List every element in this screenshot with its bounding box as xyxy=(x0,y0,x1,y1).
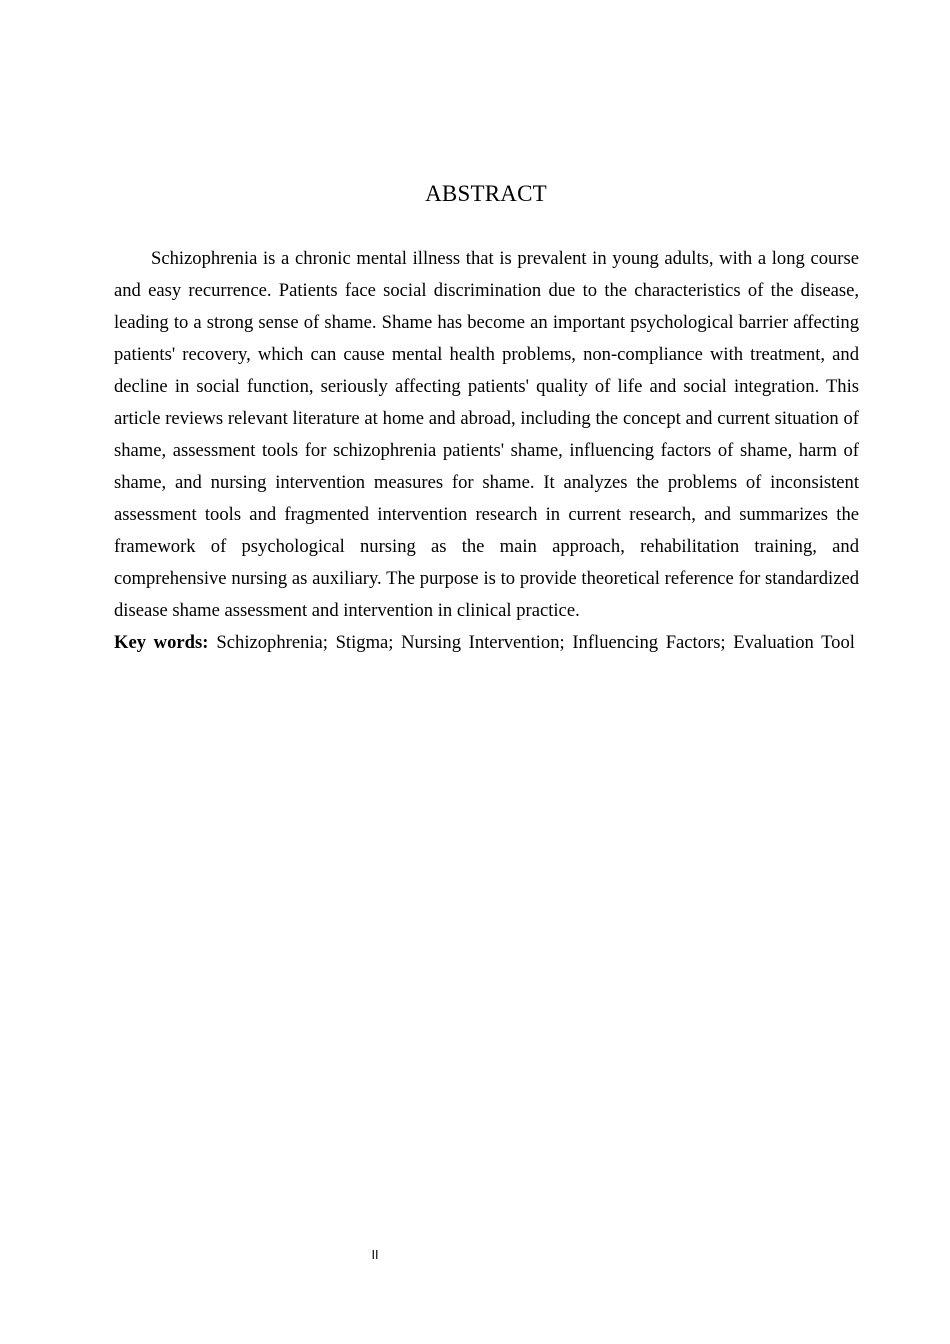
keywords-label: Key words: xyxy=(114,632,209,653)
abstract-title: ABSTRACT xyxy=(425,181,547,206)
abstract-paragraph: Schizophrenia is a chronic mental illness that is prevalent in young adults, with a long course and easy recurrence. Patients face social discrimination due to the characteristics of the disease, leading to a strong sense of shame. Shame has become an important psychological barrier affecting patients' recovery, which can cause mental health problems, non-compliance with treatment, and decline in social function, seriously affecting patients' quality of life and social integration. This article reviews relevant literature at home and abroad, including the concept and current situation of shame, assessment tools for schizophrenia patients' shame, influencing factors of shame, harm of shame, and nursing intervention measures for shame. It analyzes the problems of inconsistent assessment tools and fragmented intervention research in current research, and summarizes the framework of psychological nursing as the main approach, rehabilitation training, and comprehensive nursing as auxiliary. The purpose is to provide theoretical reference for standardized disease shame assessment and intervention in clinical practice. xyxy=(114,248,859,621)
keywords-line xyxy=(114,627,859,659)
page-number: II xyxy=(371,1248,379,1262)
keywords-list: Schizophrenia; Stigma; Nursing Intervention; Influencing Factors; Evaluation Tool xyxy=(216,632,855,653)
abstract-body xyxy=(114,243,859,659)
